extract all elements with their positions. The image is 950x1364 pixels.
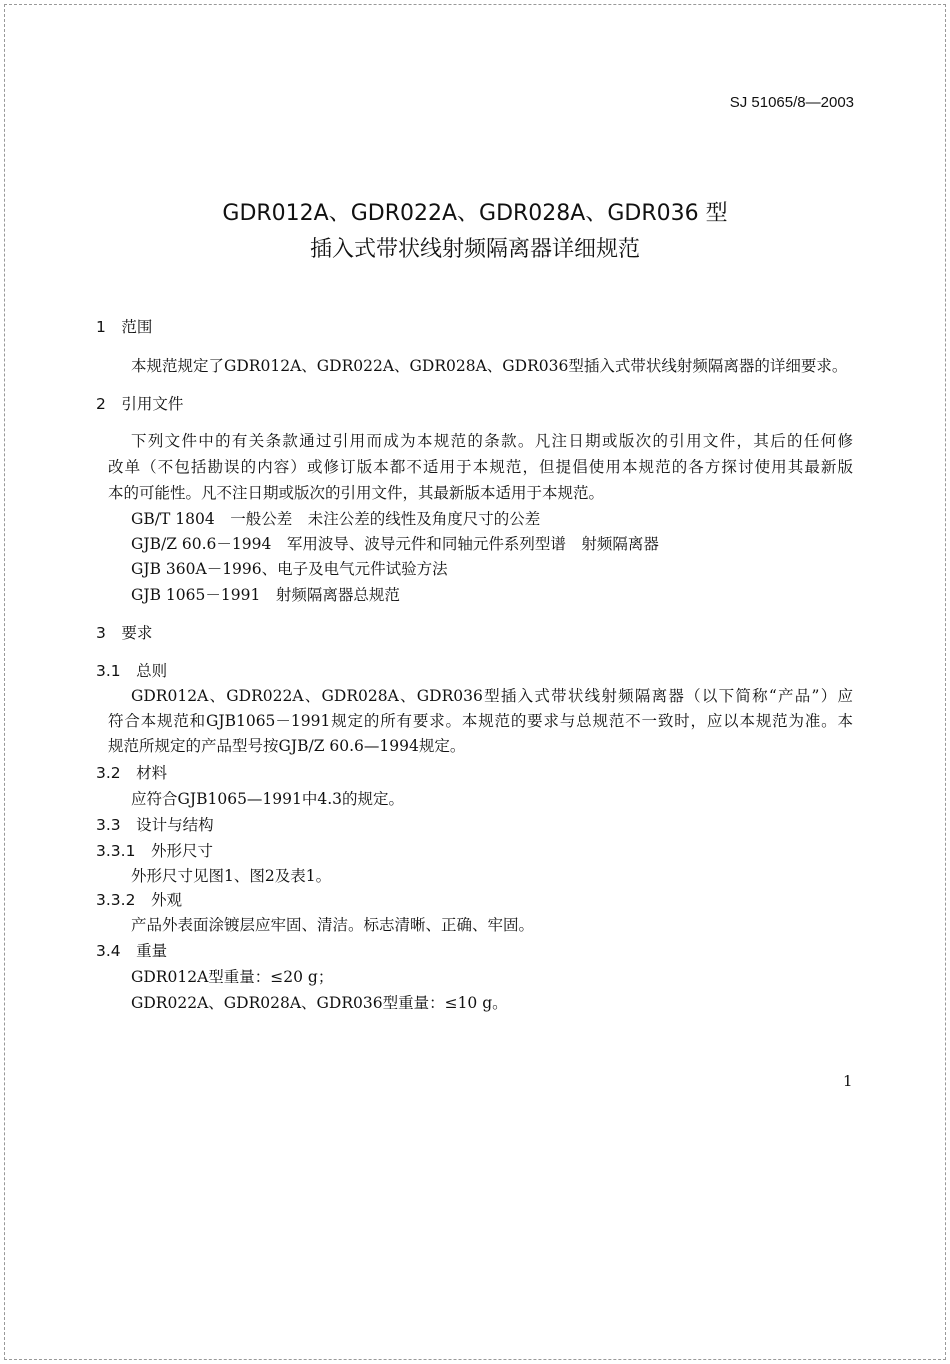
section-title: 要求	[121, 624, 153, 642]
section-number: 2	[96, 395, 106, 413]
section-3-heading	[96, 623, 152, 643]
section-title: 设计与结构	[136, 816, 214, 834]
section-3-1-heading	[96, 661, 167, 681]
section-number: 3.1	[96, 662, 121, 680]
section-number: 3.4	[96, 942, 121, 960]
section-title: 外观	[150, 891, 182, 909]
paragraph-line: 改单（不包括勘误的内容）或修订版本都不适用于本规范，但提倡使用本规范的各方探讨使用其最新版	[108, 458, 853, 476]
reference-item	[131, 509, 540, 529]
section-number: 3	[96, 624, 106, 642]
reference-title: 军用波导、波导元件和同轴元件系列型谱 射频隔离器	[286, 535, 659, 553]
section-2-heading	[96, 394, 183, 414]
section-3-3-2-heading	[96, 890, 182, 910]
reference-code: GJB/Z 60.6－1994	[131, 535, 272, 553]
paragraph-line: 本的可能性。凡不注日期或版次的引用文件，其最新版本适用于本规范。	[108, 484, 605, 502]
document-title-line-1: GDR012A、GDR022A、GDR028A、GDR036 型	[222, 201, 728, 226]
document-title-line-2: 插入式带状线射频隔离器详细规范	[309, 237, 640, 262]
section-3-2-heading	[96, 763, 167, 783]
section-title: 重量	[136, 942, 168, 960]
reference-item	[131, 534, 659, 554]
section-3-3-heading	[96, 815, 214, 835]
page-number: 1	[843, 1072, 853, 1090]
reference-code: GB/T 1804	[131, 510, 215, 528]
section-3-3-1-text: 外形尺寸见图1、图2及表1。	[131, 867, 332, 885]
section-1-text: 本规范规定了GDR012A、GDR022A、GDR028A、GDR036型插入式带状线射频隔离器的详细要求。	[131, 357, 848, 375]
reference-title: 电子及电气元件试验方法	[277, 560, 448, 578]
section-number: 3.2	[96, 764, 121, 782]
reference-code: GJB 1065－1991	[131, 586, 261, 604]
document-number: SJ 51065/8—2003	[729, 94, 854, 111]
section-1-heading	[96, 317, 152, 337]
section-title: 引用文件	[121, 395, 184, 413]
section-3-4-heading	[96, 941, 167, 961]
reference-code: GJB 360A－1996	[131, 560, 262, 578]
reference-title: 一般公差 未注公差的线性及角度尺寸的公差	[230, 510, 541, 528]
section-title: 范围	[121, 318, 153, 336]
section-3-3-2-text: 产品外表面涂镀层应牢固、清洁。标志清晰、正确、牢固。	[131, 916, 535, 934]
paragraph-line: 下列文件中的有关条款通过引用而成为本规范的条款。凡注日期或版次的引用文件，其后的任何修	[131, 432, 853, 450]
section-title: 总则	[136, 662, 168, 680]
paragraph-line: GDR012A、GDR022A、GDR028A、GDR036型插入式带状线射频隔离器（以下简称“产品”）应	[131, 687, 853, 705]
section-number: 3.3	[96, 816, 121, 834]
reference-item: GJB 360A－1996、电子及电气元件试验方法	[131, 560, 448, 578]
section-3-3-1-heading	[96, 841, 213, 861]
section-number: 1	[96, 318, 106, 336]
paragraph-line: 规范所规定的产品型号按GJB/Z 60.6—1994规定。	[108, 737, 466, 755]
paragraph-line: 符合本规范和GJB1065－1991规定的所有要求。本规范的要求与总规范不一致时，应以本规范为准。本	[108, 712, 853, 730]
section-3-2-text: 应符合GJB1065—1991中4.3的规定。	[131, 790, 405, 808]
weight-line: GDR022A、GDR028A、GDR036型重量：≤10 g。	[131, 994, 508, 1012]
reference-item	[131, 585, 400, 605]
reference-title: 射频隔离器总规范	[275, 586, 400, 604]
section-title: 外形尺寸	[150, 842, 213, 860]
section-title: 材料	[136, 764, 168, 782]
section-number: 3.3.2	[96, 891, 136, 909]
weight-line: GDR012A型重量：≤20 g；	[131, 968, 334, 986]
section-number: 3.3.1	[96, 842, 136, 860]
